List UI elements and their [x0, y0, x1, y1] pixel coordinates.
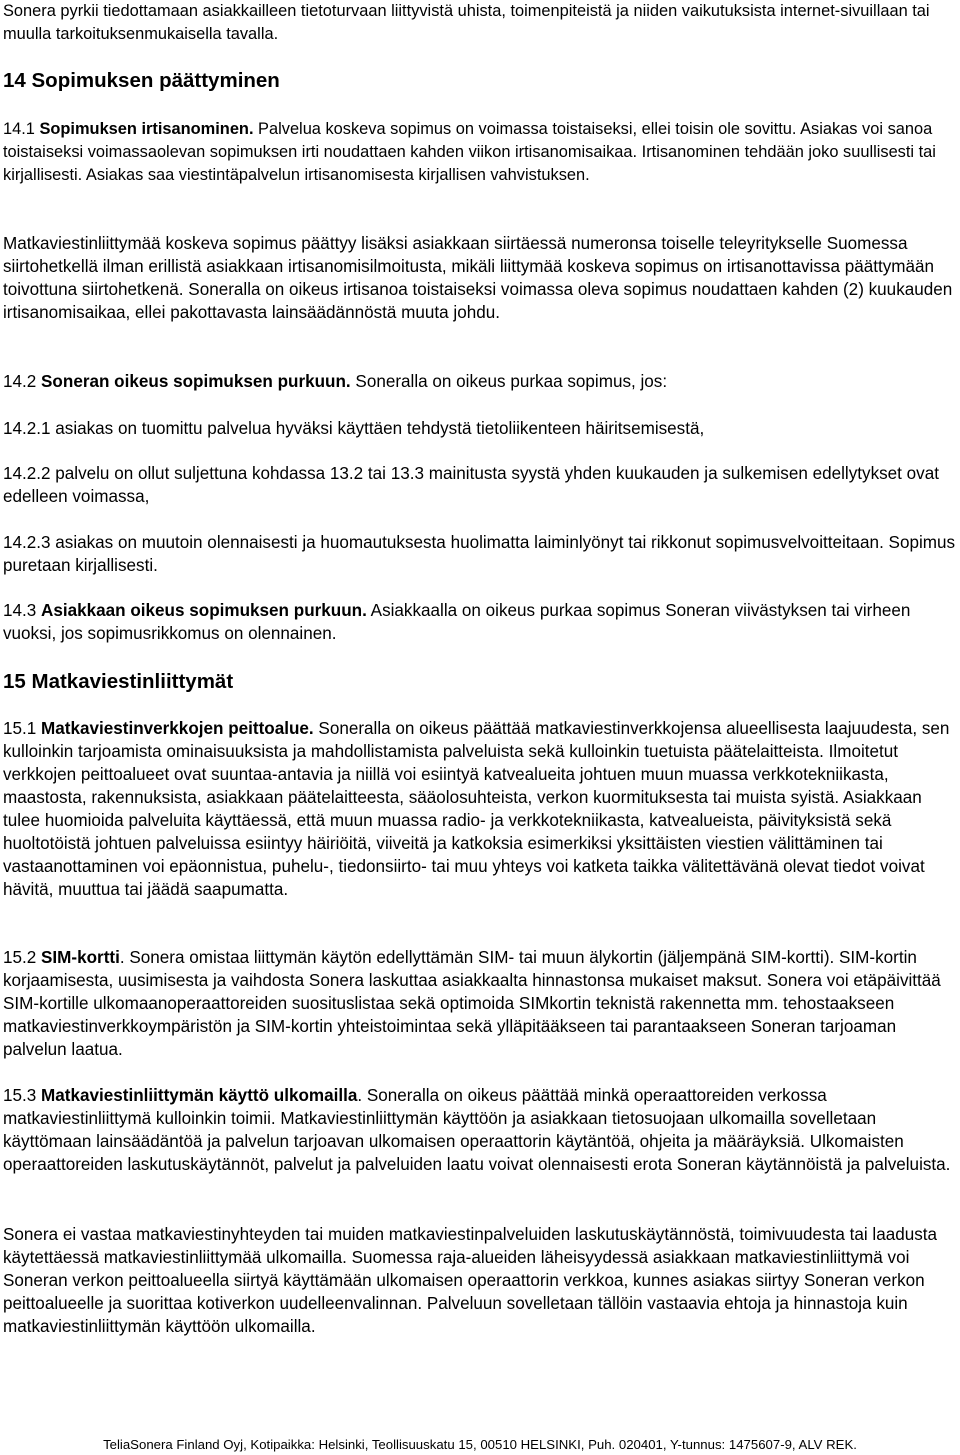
clause-14-3-title: Asiakkaan oikeus sopimuksen purkuun.	[41, 601, 367, 620]
clause-14-2-3: 14.2.3 asiakas on muutoin olennaisesti ja huomautuksesta huolimatta laiminlyönyt tai rikkonut sopimusvelvoitteitaan. Sopimus puretaan kirjallisesti.	[3, 533, 956, 575]
transfer-paragraph: Matkaviestinliittymää koskeva sopimus päättyy lisäksi asiakkaan siirtäessä numeronsa toiselle teleyritykselle Suomessa siirtohetkellä ilman erillistä asiakkaan irtisanomisilmoitusta, mikäli liittymää koskeva sopimus on irtisanottavissa päättymään toivottuna siirtohetkenä. Soneralla on oikeus irtisanoa toistaiseksi voimassa oleva sopimus noudattaen kahden (2) kuukauden irtisanomisaikaa, ellei pakottavasta lainsäädännöstä muuta johdu.	[3, 234, 953, 322]
clause-14-2-2: 14.2.2 palvelu on ollut suljettuna kohdassa 13.2 tai 13.3 mainitusta syystä yhden kuukauden ja sulkemisen edellytykset ovat edelleen voimassa,	[3, 464, 939, 506]
clause-14-2-number: 14.2	[3, 372, 42, 391]
clause-14-3	[3, 599, 960, 645]
clause-14-2-title: Soneran oikeus sopimuksen purkuun.	[41, 372, 351, 391]
clause-15-3	[3, 1084, 960, 1176]
clause-15-2-text: . Sonera omistaa liittymän käytön edellyttämän SIM- tai muun älykortin (jäljempänä SIM-kortti). SIM-kortin korjaamisesta, uusimisesta ja vaihdosta Sonera laskuttaa asiakkaalta hinnastonsa mukaiset maksut. Sonera voi etäpäivittää SIM-kortille ulkomaanoperaattoreiden suosituslistaa sekä optimoida SIMkortin teknistä rakennetta mm. tehostaakseen matkaviestinverkkoympäristön ja SIM-kortin yhteistoimintaa sekä ylläpitääkseen tai parantaakseen Soneran tarjoaman palvelun laatua.	[3, 948, 941, 1059]
clause-14-2-1: 14.2.1 asiakas on tuomittu palvelua hyväksi käyttäen tehdystä tietoliikenteen häiritsemisestä,	[3, 419, 705, 438]
clause-15-2-title: SIM-kortti	[41, 948, 120, 967]
intro-paragraph: Sonera pyrkii tiedottamaan asiakkailleen tietoturvaan liittyvistä uhista, toimenpiteistä ja niiden vaikutuksista internet-sivuillaan tai muulla tarkoituksenmukaisella tavalla.	[3, 2, 930, 43]
clause-15-1-text: Soneralla on oikeus päättää matkaviestinverkkojensa alueellisesta laajuudesta, sen kulloinkin tarjoamista ominaisuuksista ja mahdollistamista palveluista sekä kulloinkin tuetuista päätelaitteista. Ilmoitetut verkkojen peittoalueet ovat suuntaa-antavia ja niillä voi esiintyä katvealueita johtuen muun muassa verkkotekniikasta, maastosta, rakennuksista, asiakkaan päätelaitteesta, sääolosuhteista, verkon kuormituksesta tai muista syistä. Asiakkaan tulee huomioida palveluita käyttäessä, että muun muassa radio- ja verkkotekniikasta, katvealueista, päivityksistä sekä huoltotöistä johtuen palveluissa esiintyy häiriöitä, viiveitä ja katkoksia esimerkiksi yksittäisten viestien välittäminen tai vastaanottaminen voi epäonnistua, puhelu-, tiedonsiirto- tai muu yhteys voi katketa taikka välitettävänä olevat tiedot voivat hävitä, muuttua tai jäädä saapumatta.	[3, 719, 950, 899]
clause-15-1-number: 15.1	[3, 719, 42, 738]
clause-15-3-title: Matkaviestinliittymän käyttö ulkomailla	[41, 1086, 358, 1105]
clause-15-3-text: . Soneralla on oikeus päättää minkä operaattoreiden verkossa matkaviestinliittymä kulloinkin toimii. Matkaviestinliittymän käyttöön ja asiakkaan tietosuojaan ulkomailla sovelletaan käyttömaan lainsäädäntöä ja palvelun tarjoavan ulkomaisen operaattorin käytäntöä, ohjeita ja määräyksiä. Ulkomaisten operaattoreiden laskutuskäytännöt, palvelut ja palveluiden laatu voivat olennaisesti erota Soneran käytännöistä ja palveluista.	[3, 1086, 951, 1174]
clause-14-3-text: Asiakkaalla on oikeus purkaa sopimus Soneran viivästyksen tai virheen vuoksi, jos sopimusrikkomus on olennainen.	[3, 601, 911, 643]
clause-15-2-number: 15.2	[3, 948, 42, 967]
section-14-heading: 14 Sopimuksen päättyminen	[3, 69, 280, 92]
clause-15-2	[3, 946, 960, 1061]
clause-14-2-text: Soneralla on oikeus purkaa sopimus, jos:	[350, 372, 668, 391]
clause-14-1-text: Palvelua koskeva sopimus on voimassa toistaiseksi, ellei toisin ole sovittu. Asiakas voi sanoa toistaiseksi voimassaolevan sopimuksen irti noudattaen kahden viikon irtisanomisaikaa. Irtisanominen tehdään joko suullisesti tai kirjallisesti. Asiakas saa viestintäpalvelun irtisanomisesta kirjallisen vahvistuksen.	[3, 120, 936, 184]
clause-14-2	[3, 370, 960, 393]
clause-15-1	[3, 717, 960, 901]
clause-14-1-title: Sopimuksen irtisanominen.	[39, 120, 254, 138]
clause-15-3-number: 15.3	[3, 1086, 42, 1105]
section-15-heading: 15 Matkaviestinliittymät	[3, 670, 234, 693]
clause-14-1-number: 14.1	[3, 120, 40, 138]
roaming-paragraph: Sonera ei vastaa matkaviestinyhteyden tai muiden matkaviestinpalveluiden laskutuskäytännöstä, toimivuudesta tai laadusta käytettäessä matkaviestinliittymää ulkomailla. Suomessa raja-alueiden läheisyydessä asiakkaan matkaviestinliittymä voi Soneran verkon peittoalueella siirtyä käyttämään ulkomaisen operaattorin verkkoa, kunnes asiakas siirtyy Soneran verkon peittoalueelle ja suorittaa kotiverkon uudelleenvalinnan. Palveluun sovelletaan tällöin vastaavia ehtoja ja hinnastoja kuin matkaviestinliittymän käyttöön ulkomailla.	[3, 1225, 938, 1336]
clause-14-1	[3, 118, 960, 187]
clause-14-3-number: 14.3	[3, 601, 42, 620]
clause-15-1-title: Matkaviestinverkkojen peittoalue.	[41, 719, 314, 738]
company-footer: TeliaSonera Finland Oyj, Kotipaikka: Helsinki, Teollisuuskatu 15, 00510 HELSINKI, Puh. 020401, Y-tunnus: 1475607-9, ALV REK.	[103, 1437, 857, 1452]
